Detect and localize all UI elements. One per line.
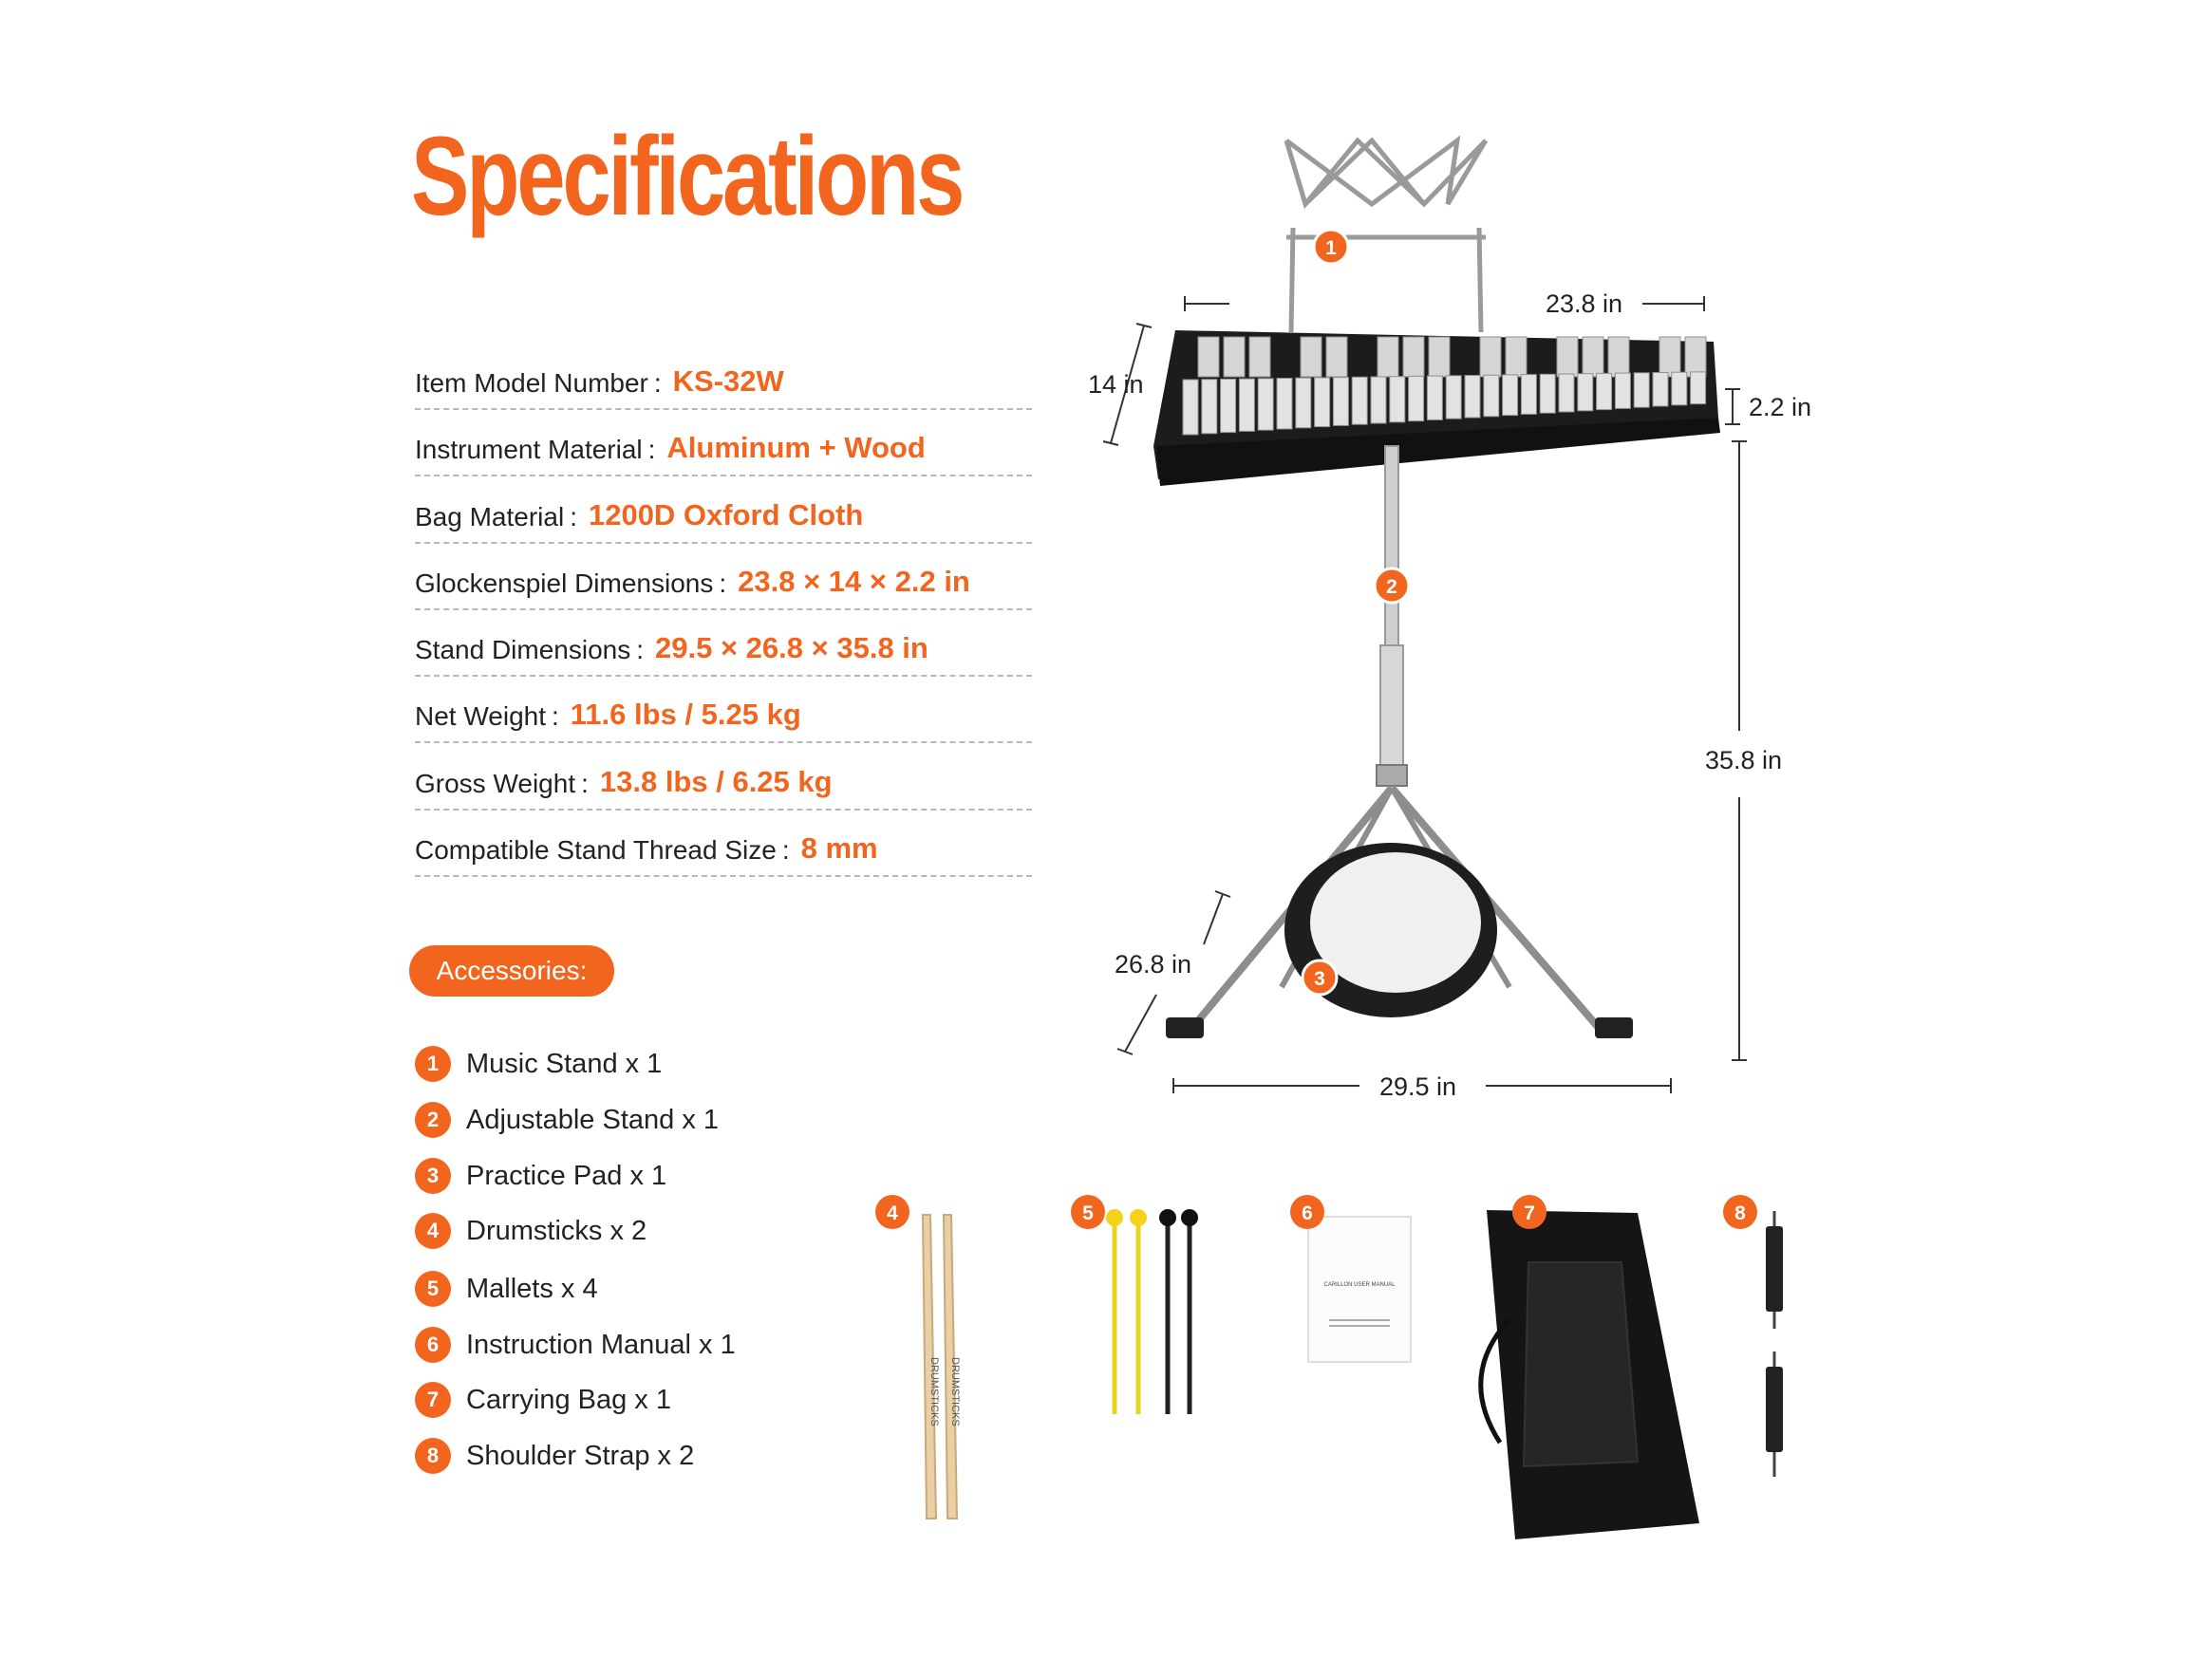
spec-label: Stand Dimensions [415,635,631,664]
accessory-text: Carrying Bag x 1 [466,1384,671,1415]
mallets-image [1106,1209,1198,1414]
spec-label: Glockenspiel Dimensions [415,569,714,598]
drumstick-print: DRUMSTICKS [949,1357,961,1426]
spec-label: Item Model Number [415,368,648,398]
accessory-text: Practice Pad x 1 [466,1160,667,1191]
bar-natural [1521,375,1536,415]
bar-sharp [1224,337,1245,377]
marker-number: 6 [1302,1202,1313,1224]
bar-natural [1540,374,1555,413]
bar-natural [1239,379,1254,431]
bar-natural [1578,374,1593,411]
dimension-height-top: 2.2 in [1749,393,1812,421]
dimension-depth-top: 14 in [1088,370,1144,399]
bar-natural [1597,373,1612,409]
bar-natural [1484,375,1499,417]
accessory-text: Shoulder Strap x 2 [466,1440,695,1471]
bar-sharp [1583,337,1603,377]
accessory-text: Music Stand x 1 [466,1048,663,1079]
bar-sharp [1506,337,1527,377]
manual-title: CARILLON USER MANUAL [1323,1282,1396,1288]
bar-natural [1559,374,1574,412]
bar-natural [1691,372,1706,404]
drumstick-print: DRUMSTICKS [928,1357,940,1426]
marker-number: 8 [1734,1202,1746,1224]
page-title: Specifications [411,114,963,239]
spec-label: Bag Material [415,502,565,531]
spec-separator: : [653,368,662,398]
bar-natural [1371,377,1386,423]
bar-sharp [1685,337,1706,377]
dimension-stand-depth: 26.8 in [1115,950,1192,979]
spec-value: KS-32W [672,364,784,398]
spec-separator: : [570,502,577,531]
bar-natural [1465,376,1480,419]
bar-natural [1183,380,1198,435]
number-badge: 4 [415,1213,451,1249]
dimension-stand-height: 35.8 in [1705,746,1783,774]
product-marker-1 [1314,230,1348,264]
bar-natural [1352,377,1367,424]
spec-label: Net Weight [415,701,546,731]
spec-label: Gross Weight [415,769,576,798]
drumsticks-image [923,1215,961,1519]
marker-number: 7 [1524,1202,1535,1224]
bar-sharp [1480,337,1501,377]
bar-natural [1277,379,1292,430]
spec-separator: : [636,635,645,664]
bar-natural [1427,376,1442,419]
bar-sharp [1659,337,1680,377]
spec-separator: : [647,435,656,464]
number-badge: 1 [415,1046,451,1082]
item-marker-6 [1290,1195,1324,1229]
number-badge: 2 [415,1102,451,1138]
bar-sharp [1429,337,1450,377]
bar-natural [1315,378,1330,427]
bar-natural [1333,378,1348,426]
shoulder-straps-image [1766,1211,1783,1477]
spec-value: 23.8 × 14 × 2.2 in [738,565,970,598]
dimension-width-top: 23.8 in [1546,289,1623,318]
bar-sharp [1249,337,1270,377]
accessory-text: Instruction Manual x 1 [466,1329,736,1360]
spec-separator: : [719,569,727,598]
spec-value: Aluminum + Wood [666,431,926,464]
number-badge: 7 [415,1382,451,1418]
product-marker-2 [1375,569,1409,603]
item-marker-5 [1071,1195,1105,1229]
bar-natural [1409,376,1424,420]
bar-sharp [1378,337,1398,377]
bar-natural [1221,379,1236,432]
marker-number: 2 [1386,576,1397,598]
accessory-text: Mallets x 4 [466,1273,598,1304]
bar-natural [1296,378,1311,428]
dimension-stand-width: 29.5 in [1379,1072,1457,1101]
stand-feet [1166,1017,1633,1038]
bar-sharp [1301,337,1322,377]
number-badge: 5 [415,1271,451,1307]
accessory-text: Drumsticks x 2 [466,1215,647,1246]
product-marker-3 [1303,960,1337,995]
carrying-bag-image [1481,1210,1699,1539]
bar-natural [1390,377,1405,422]
item-marker-8 [1723,1195,1757,1229]
bar-natural [1202,380,1217,434]
spec-value: 11.6 lbs / 5.25 kg [570,698,801,731]
bar-natural [1634,373,1649,407]
spec-value: 13.8 lbs / 6.25 kg [599,765,833,798]
item-marker-7 [1512,1195,1547,1229]
accessory-text: Adjustable Stand x 1 [466,1104,720,1135]
number-badge: 6 [415,1327,451,1363]
marker-number: 1 [1325,237,1337,259]
spec-value: 29.5 × 26.8 × 35.8 in [655,631,928,664]
bar-sharp [1198,337,1219,377]
spec-value: 1200D Oxford Cloth [588,498,864,531]
bar-sharp [1608,337,1629,377]
bar-natural [1653,373,1668,407]
number-badge: 3 [415,1158,451,1194]
accessories-heading: Accessories: [409,945,614,997]
manual-image [1308,1217,1411,1362]
spec-separator: : [552,701,559,731]
bar-sharp [1557,337,1578,377]
bar-natural [1446,376,1461,419]
bar-natural [1672,372,1687,405]
bar-natural [1503,375,1518,416]
marker-number: 4 [887,1202,898,1224]
spec-label: Compatible Stand Thread Size [415,835,777,865]
bar-natural [1258,379,1273,430]
bar-sharp [1326,337,1347,377]
bar-natural [1615,373,1630,408]
spec-separator: : [581,769,589,798]
bar-sharp [1403,337,1424,377]
spec-label: Instrument Material [415,435,643,464]
item-marker-4 [875,1195,909,1229]
number-badge: 8 [415,1438,451,1474]
marker-number: 3 [1314,968,1325,990]
spec-separator: : [781,835,790,865]
marker-number: 5 [1082,1202,1094,1224]
spec-value: 8 mm [800,831,878,865]
